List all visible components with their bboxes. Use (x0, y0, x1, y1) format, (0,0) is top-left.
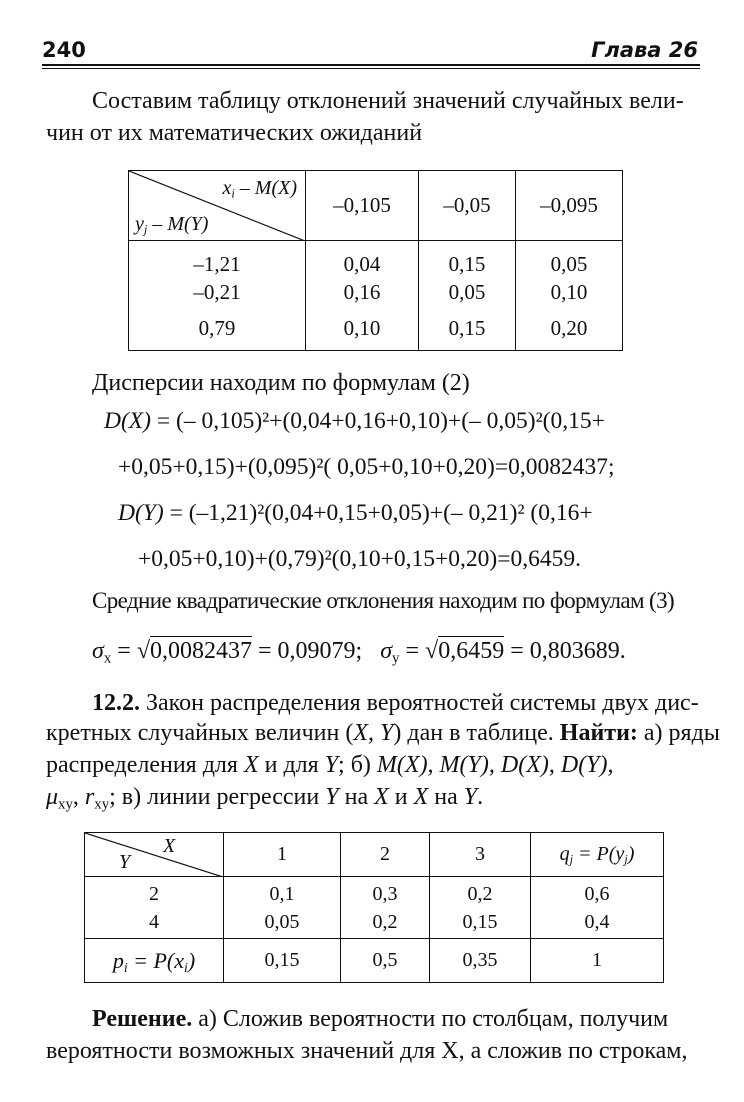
p-label: $p_i = P(x_i)$ (85, 939, 224, 983)
table-cell: 0,6 (584, 882, 610, 905)
sigma-formulas: $\sigma_x = √0,0082437 = 0,09079$; $\sigma_y = √0,6459 = 0,803689$. (92, 638, 626, 667)
table-cell: 0,05 (448, 279, 486, 304)
values-column (419, 241, 516, 351)
formula-dy-line-2: +0,05+0,10)+(0,79)²(0,10+0,15+0,20)=0,6459. (138, 546, 581, 572)
col-header: 1 (224, 833, 341, 877)
col-header: –0,105 (306, 171, 419, 241)
row-label: –0,21 (193, 279, 241, 304)
page-number: 240 (42, 38, 86, 62)
chapter-title: Глава 26 (591, 38, 698, 62)
table-cell: 0,15 (224, 939, 341, 983)
row-label: 0,79 (198, 315, 236, 340)
table-cell: 0,10 (343, 315, 381, 340)
table-cell: 0,3 (372, 882, 398, 905)
problem-line-3: распределения для X и для Y; б) M(X), M(Y), D(X), D(Y), (46, 752, 614, 778)
intro-line-2: чин от их математических ожиданий (46, 120, 423, 146)
corner-y-label: Y (119, 851, 131, 873)
intro-line-1: Составим таблицу отклонений значений случайных вели- (92, 88, 684, 114)
deviation-table-corner (129, 171, 306, 241)
row-labels-cell (85, 877, 224, 939)
col-header: –0,05 (419, 171, 516, 241)
deviation-table (128, 170, 623, 351)
joint-table-corner (85, 833, 224, 877)
table-cell: 0,5 (341, 939, 430, 983)
problem-line-4: $\mu_{xy}$, $r_{xy}$; в) линии регрессии Y на X и X на Y. (46, 784, 484, 813)
table-cell: 0,2 (372, 910, 398, 933)
solution-line-1: Решение. а) Сложив вероятности по столбцам, получим (92, 1006, 669, 1032)
table-cell: 0,2 (467, 882, 493, 905)
row-labels-cell (129, 241, 306, 351)
corner-x-label: $x_i - M(X)$ (222, 177, 297, 201)
values-column (341, 877, 430, 939)
values-column (516, 241, 623, 351)
problem-line-1: 12.2. Закон распределения вероятностей системы двух дис- (92, 690, 699, 716)
table-cell: 0,15 (448, 315, 486, 340)
corner-x-label: X (163, 835, 176, 857)
table-cell: 0,35 (430, 939, 531, 983)
row-label: 2 (149, 882, 159, 905)
table-cell: 0,4 (584, 910, 610, 933)
formula-dx-line-1: D(X) = (– 0,105)²+(0,04+0,16+0,10)+(– 0,05)²(0,15+ (104, 408, 605, 434)
table-cell: 0,1 (269, 882, 295, 905)
values-column (531, 877, 664, 939)
joint-distribution-table (84, 832, 664, 983)
table-cell: 1 (531, 939, 664, 983)
corner-y-label: $y_j - M(Y)$ (135, 213, 209, 237)
col-header: 2 (341, 833, 430, 877)
table-cell: 0,05 (264, 910, 300, 933)
table-cell: 0,04 (343, 251, 381, 276)
q-header: $q_j = P(y_j)$ (531, 833, 664, 877)
dispersion-intro: Дисперсии находим по формулам (2) (92, 370, 470, 396)
header-rule-thick (42, 64, 700, 66)
formula-dy-line-1: D(Y) = (–1,21)²(0,04+0,15+0,05)+(– 0,21)² (0,16+ (118, 500, 593, 526)
values-column (224, 877, 341, 939)
table-cell: 0,05 (550, 251, 588, 276)
table-cell: 0,10 (550, 279, 588, 304)
problem-line-2: кретных случайных величин (X, Y) дан в таблице. Найти: а) ряды (46, 720, 720, 746)
table-cell: 0,16 (343, 279, 381, 304)
table-cell: 0,15 (462, 910, 498, 933)
col-header: –0,095 (516, 171, 623, 241)
row-label: –1,21 (193, 251, 241, 276)
corner-diagonal-line (85, 833, 223, 877)
table-cell: 0,15 (448, 251, 486, 276)
std-intro: Средние квадратические отклонения находим по формулам (3) (92, 588, 675, 613)
values-column (306, 241, 419, 351)
col-header: 3 (430, 833, 531, 877)
solution-line-2: вероятности возможных значений для X, а сложив по строкам, (46, 1038, 688, 1064)
row-label: 4 (149, 910, 159, 933)
header-rule-thin (42, 68, 700, 69)
values-column (430, 877, 531, 939)
table-cell: 0,20 (550, 315, 588, 340)
formula-dx-line-2: +0,05+0,15)+(0,095)²( 0,05+0,10+0,20)=0,0082437; (118, 454, 615, 480)
